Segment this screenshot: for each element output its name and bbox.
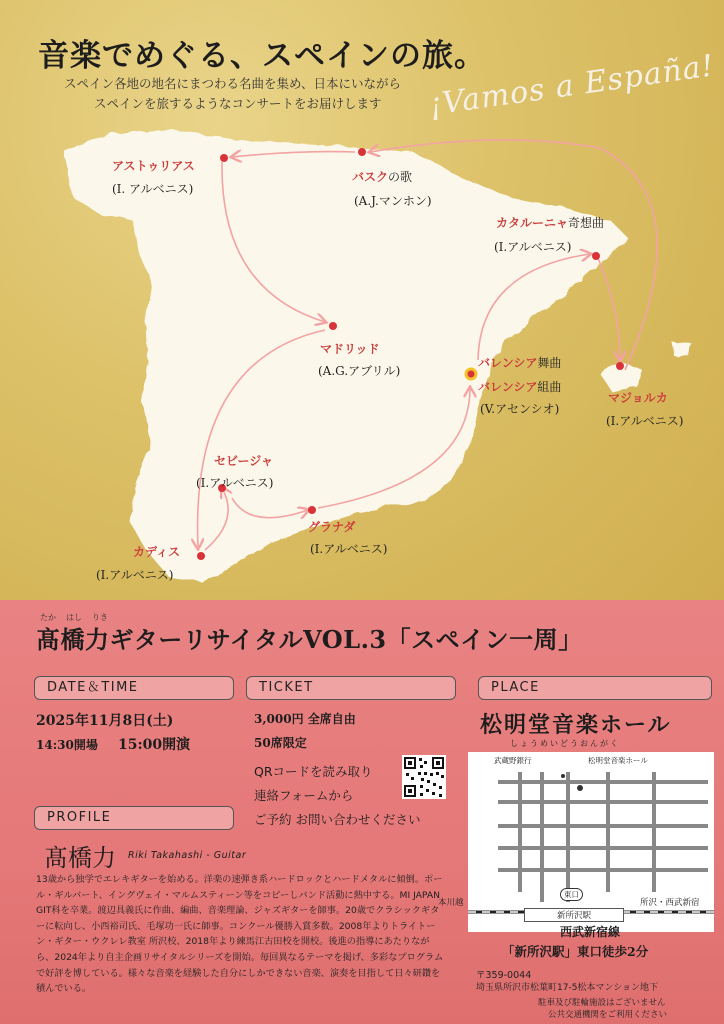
ticket-price: 3,000円 全席自由	[254, 712, 356, 726]
menorca-shape	[670, 340, 690, 356]
vamos-a-espana-text: ¡Vamos a España!	[427, 48, 717, 123]
ticket-heading: TICKET	[246, 676, 456, 700]
recital-title: 髙橋力ギターリサイタルVOL.3「スペイン一周」	[36, 625, 583, 654]
hall-name: 松明堂音楽ホール	[480, 712, 672, 738]
hall-reading: しょうめいどうおんがく	[510, 739, 620, 748]
performer-name-en: Riki Takahashi - Guitar	[128, 850, 247, 861]
map-label-exit: 東口	[560, 888, 583, 901]
qr-line-1: QRコードを読み取り	[254, 764, 373, 779]
dot-basque	[358, 148, 366, 156]
event-date: 2025年11月8日(土)	[36, 713, 174, 729]
datetime-heading: DATE＆TIME	[34, 676, 234, 700]
dot-asturias	[220, 154, 228, 162]
composer-granada: (I.アルベニス)	[310, 542, 388, 556]
composer-basque: (A.J.マンホン)	[354, 194, 432, 208]
qr-code-icon	[402, 755, 446, 799]
parking-note: 駐車及び駐輪施設はございません	[538, 998, 666, 1008]
city-cadiz: カディス	[133, 545, 181, 559]
page-title: 音楽でめぐる、スペインの旅。	[38, 38, 486, 74]
composer-cataluna: (I.アルベニス)	[494, 240, 572, 254]
composer-sevilla: (I.アルベニス)	[196, 476, 274, 490]
city-valencia-suite: バレンシア組曲	[478, 380, 562, 394]
qr-line-3: ご予約 お問い合わせください	[254, 812, 421, 827]
dot-mallorca	[616, 362, 624, 370]
profile-heading: PROFILE	[34, 806, 234, 830]
train-line: 西武新宿線	[560, 925, 621, 939]
zip-code: 〒359-0044	[476, 970, 532, 981]
performer-name: 髙橋力	[44, 844, 116, 872]
city-asturias: アストゥリアス	[112, 159, 195, 173]
city-madrid: マドリッド	[320, 342, 380, 356]
dot-cataluna	[592, 252, 600, 260]
ticket-limit: 50席限定	[254, 736, 307, 750]
address: 埼玉県所沢市松葉町17-5松本マンション地下	[476, 983, 659, 993]
open-time: 14:30開場	[36, 738, 98, 752]
access-info: 「新所沢駅」東口徒歩2分	[502, 944, 649, 959]
city-basque: バスクの歌	[352, 170, 413, 184]
qr-line-2: 連絡フォームから	[254, 788, 354, 803]
map-label-bank: 武蔵野銀行	[494, 756, 532, 765]
ruby-hashi: はし	[66, 613, 82, 622]
composer-cadiz: (I.アルベニス)	[96, 568, 174, 582]
subtitle-line-2: スペインを旅するようなコンサートをお届けします	[94, 96, 382, 111]
dot-madrid	[329, 322, 337, 330]
start-time: 15:00開演	[118, 737, 191, 753]
place-heading: PLACE	[478, 676, 712, 700]
map-label-right-direction: 所沢・西武新宿	[640, 898, 700, 908]
city-valencia-dance: バレンシア舞曲	[478, 356, 562, 370]
dot-granada	[308, 506, 316, 514]
dot-cadiz	[197, 552, 205, 560]
city-mallorca: マジョルカ	[608, 391, 668, 405]
subtitle-line-1: スペイン各地の地名にまつわる名曲を集め、日本にいながら	[64, 76, 402, 91]
composer-madrid: (A.G.アブリル)	[318, 364, 401, 378]
route-cataluna-mallorca	[598, 258, 620, 360]
transport-note: 公共交通機関をご利用ください	[548, 1010, 668, 1020]
map-label-hall: 松明堂音楽ホール	[588, 756, 648, 765]
composer-asturias: (I. アルベニス)	[112, 182, 194, 196]
qr-code[interactable]	[402, 755, 446, 799]
composer-mallorca: (I.アルベニス)	[606, 414, 684, 428]
city-sevilla: セビージャ	[214, 454, 274, 468]
ruby-taka: たか	[40, 613, 56, 622]
map-label-left-direction: 本川越	[438, 898, 464, 908]
city-cataluna: カタルーニャ奇想曲	[496, 216, 605, 230]
ruby-riki: りき	[92, 613, 108, 622]
city-granada: グラナダ	[308, 520, 356, 534]
performer-bio: 13歳から独学でエレキギターを始める。洋楽の速弾き系ハードロックとハードメタルに傾倒。ポール・ギルバート、イングヴェイ・マルムスティーン等をコピーしバンド活動に熱中する。MI JAPAN GIT科を卒業。渡辺具義氏に作曲、編曲、音楽理論、ジャズギターを師事。20歳でクラシックギターに転向し、小西裕司氏、毛塚功一氏に師事。コンクール優勝入賞多数。2008年よりトライトーン・ギター・ウクレレ教室 所沢校、2018年より練馬江古田校を開校。後進の指導にあたりながら、2024年より自主企画リサイタルシリーズを開始。毎回異なるテーマを掲げ、多彩なプログラムで好評を博している。様々な音楽を経験した自分にしかできない音楽、演奏を目指して日々研鑽を積んでいる。	[36, 874, 444, 995]
dot-valencia	[466, 369, 476, 379]
map-label-station: 新所沢駅	[524, 908, 624, 922]
composer-valencia: (V.アセンシオ)	[480, 402, 560, 416]
